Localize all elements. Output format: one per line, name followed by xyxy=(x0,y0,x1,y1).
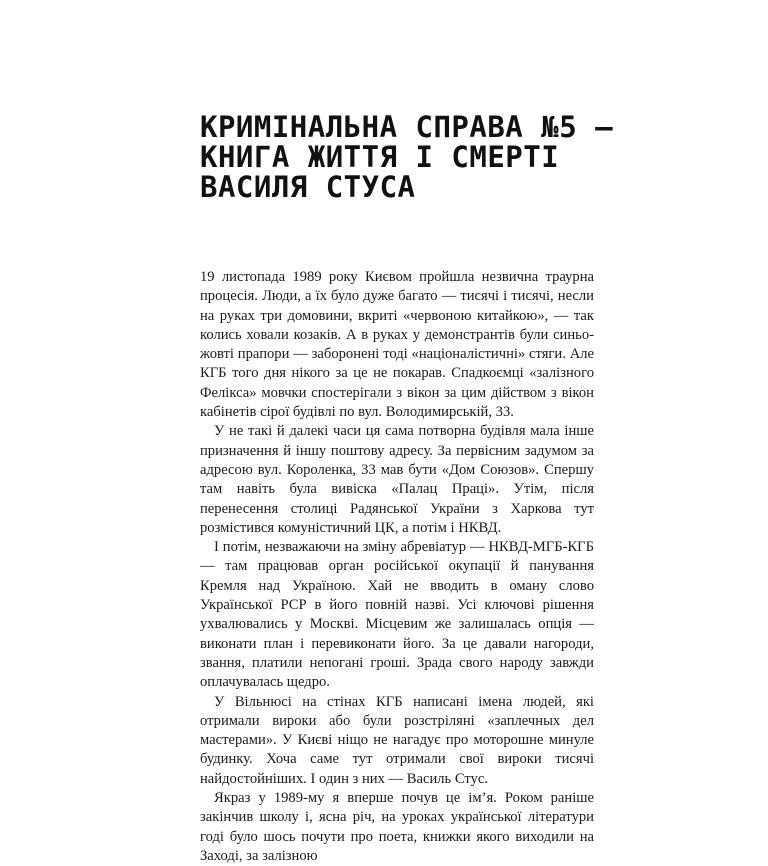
paragraph: У не такі й далекі часи ця сама потворна будівля мала інше призначення й іншу поштову адресу. За первісним задумом за адресою вул. Короленка, 33 мав бути «Дом Союзов». Спершу там навіть була вивіска «Палац Праці». Утім, після перенесення столиці Радянської України з Харкова тут розмістився комуністичний ЦК, а потім і НКВД. xyxy=(200,423,594,536)
paragraph: І потім, незважаючи на зміну абревіатур — НКВД-МГБ-КГБ — там працював орган російської окупації й панування Кремля над Україною. Хай не вводить в оману слово Української РСР в його повній назві. Усі ключові рішення ухвалювались у Москві. Місцевим же залишалась опція — виконати план і перевиконати його. За це давали нагороди, звання, платили непогані гроші. Зрада свого народу завжди оплачувалась щедро. xyxy=(200,539,594,691)
paragraph: Якраз у 1989-му я вперше почув це ім’я. Роком раніше закінчив школу і, ясна річ, на уроках української літератури годі було шось почути про поета, книжки якого виходили на Заході, за залізною xyxy=(200,790,594,864)
body-text xyxy=(200,268,594,866)
chapter-title-line: КНИГА ЖИТТЯ І СМЕРТІ xyxy=(200,140,560,174)
paragraph: У Вільнюсі на стінах КГБ написані імена людей, які отримали вироки або були розстріляні «заплечных дел мастерами». У Києві ніщо не нагадує про моторошне минуле будинку. Хоча саме тут отримали свої вироки тисячі найдостойніших. І один з них — Василь Стус. xyxy=(200,693,594,787)
paragraph: 19 листопада 1989 року Києвом пройшла незвична траурна процесія. Люди, а їх було дуже багато — тисячі і тисячі, несли на руках три домовини, вкриті «червоною китайкою», — так колись ховали козаків. А в руках у демонстрантів були синьо-жовті прапори — заборонені тоді «націоналістичні» стяги. Але КГБ того дня нікого за це не покарав. Спадкоємці «залізного Фелікса» мовчки спостерігали з вікон за цим дійством з вікон кабінетів сірої будівлі по вул. Володимирській, 33. xyxy=(200,269,594,421)
chapter-title xyxy=(200,112,620,202)
chapter-title-line: ВАСИЛЯ СТУСА xyxy=(200,170,416,204)
chapter-title-line: КРИМІНАЛЬНА СПРАВА №5 – xyxy=(200,110,614,144)
